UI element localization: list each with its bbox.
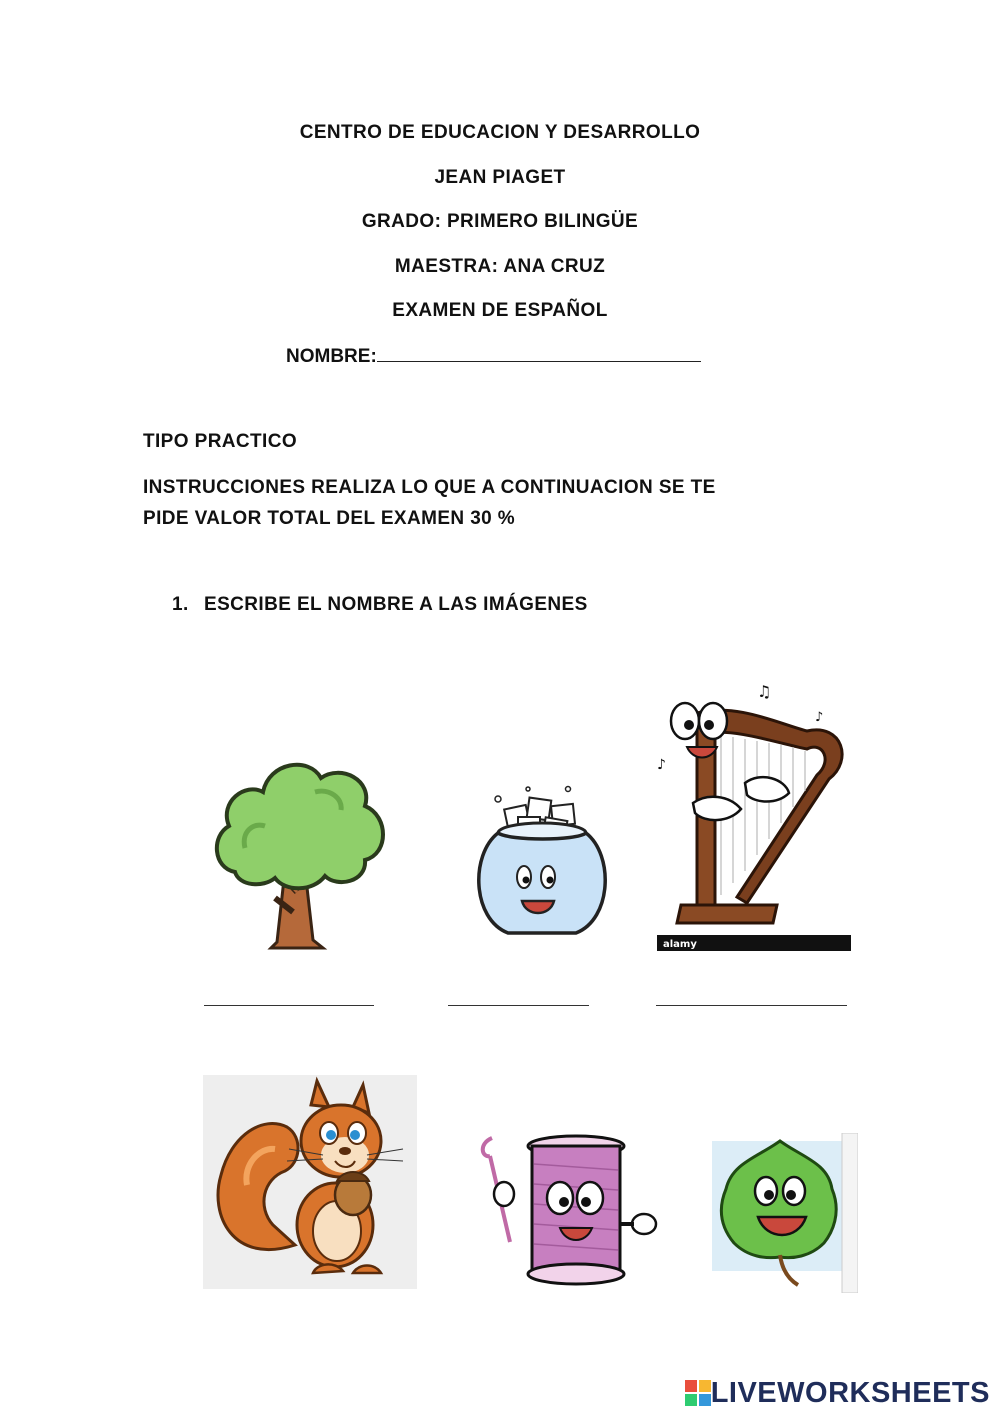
exam-title: EXAMEN DE ESPAÑOL xyxy=(392,300,608,321)
harp-icon xyxy=(657,683,851,951)
sugar-bowl-icon xyxy=(466,785,618,945)
liveworksheets-logo xyxy=(685,1376,990,1410)
answer-line-2[interactable] xyxy=(448,1005,589,1006)
svg-text:♪: ♪ xyxy=(657,757,666,773)
instructions-line-2: PIDE VALOR TOTAL DEL EXAMEN 30 % xyxy=(143,508,516,529)
name-input-line[interactable] xyxy=(377,343,701,362)
answer-line-3[interactable] xyxy=(656,1005,847,1006)
svg-text:♪: ♪ xyxy=(815,710,824,725)
question-text: ESCRIBE EL NOMBRE A LAS IMÁGENES xyxy=(204,594,588,615)
leaf-icon xyxy=(712,1133,858,1293)
section-type: TIPO PRACTICO xyxy=(143,431,298,452)
school-subtitle: JEAN PIAGET xyxy=(434,167,566,188)
question-number: 1. xyxy=(172,594,189,615)
thread-spool-icon xyxy=(474,1134,662,1290)
teacher-label: MAESTRA: ANA CRUZ xyxy=(394,256,606,277)
answer-line-1[interactable] xyxy=(204,1005,374,1006)
liveworksheets-wordmark: LIVEWORKSHEETS xyxy=(710,1376,990,1409)
school-name: CENTRO DE EDUCACION Y DESARROLLO xyxy=(299,122,701,143)
grade-label: GRADO: PRIMERO BILINGÜE xyxy=(361,211,639,232)
liveworksheets-logo-icon xyxy=(685,1380,711,1406)
instructions-line-1: INSTRUCCIONES REALIZA LO QUE A CONTINUACION SE TE xyxy=(143,477,716,498)
svg-text:♫: ♫ xyxy=(757,683,772,701)
tree-icon xyxy=(205,752,395,950)
image-watermark: alamy xyxy=(663,939,697,950)
squirrel-icon xyxy=(203,1075,417,1289)
name-label: NOMBRE: xyxy=(286,346,377,367)
name-field-row xyxy=(286,343,701,368)
question-1 xyxy=(172,594,588,616)
